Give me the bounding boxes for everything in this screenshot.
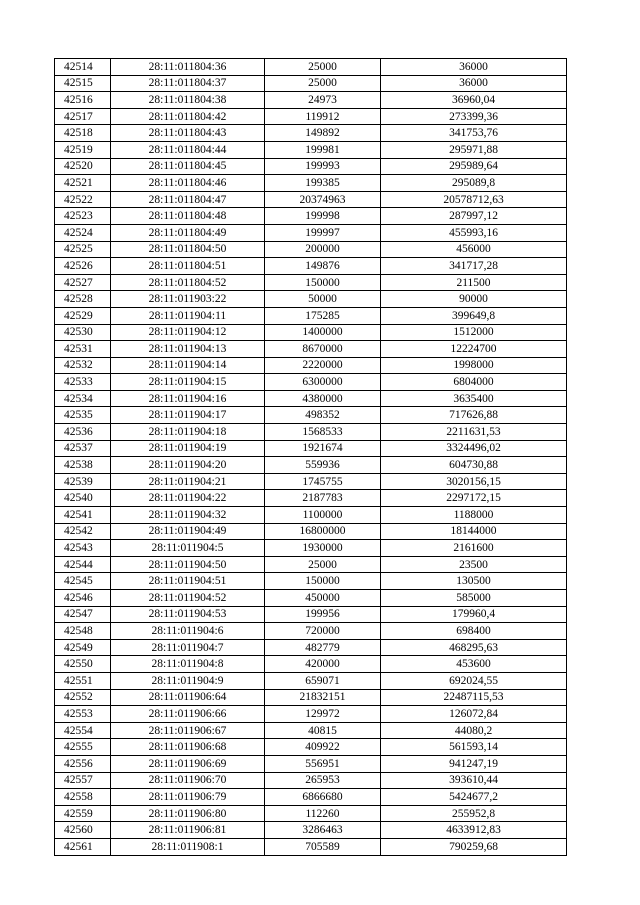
cadastral-number-cell: 28:11:011906:66 [111, 706, 265, 723]
area-cell: 6866680 [265, 789, 381, 806]
row-number-cell: 42549 [55, 639, 111, 656]
cadastral-number-cell: 28:11:011804:51 [111, 258, 265, 275]
area-cell: 199998 [265, 208, 381, 225]
cadastral-number-cell: 28:11:011904:12 [111, 324, 265, 341]
area-cell: 200000 [265, 241, 381, 258]
cadastral-number-cell: 28:11:011804:43 [111, 125, 265, 142]
table-row [55, 606, 567, 623]
row-number-cell: 42558 [55, 789, 111, 806]
area-cell: 409922 [265, 739, 381, 756]
area-cell: 149892 [265, 125, 381, 142]
cadastral-number-cell: 28:11:011904:11 [111, 307, 265, 324]
row-number-cell: 42542 [55, 523, 111, 540]
cadastral-value-cell: 393610,44 [381, 772, 567, 789]
cadastral-value-cell: 585000 [381, 590, 567, 607]
row-number-cell: 42529 [55, 307, 111, 324]
table-row [55, 473, 567, 490]
area-cell: 559936 [265, 457, 381, 474]
cadastral-number-cell: 28:11:011906:69 [111, 755, 265, 772]
table-row [55, 390, 567, 407]
cadastral-number-cell: 28:11:011906:80 [111, 805, 265, 822]
cadastral-number-cell: 28:11:011804:37 [111, 75, 265, 92]
cadastral-value-cell: 3635400 [381, 390, 567, 407]
table-row [55, 755, 567, 772]
area-cell: 1400000 [265, 324, 381, 341]
table-row [55, 125, 567, 142]
cadastral-value-cell: 44080,2 [381, 722, 567, 739]
cadastral-value-cell: 468295,63 [381, 639, 567, 656]
cadastral-number-cell: 28:11:011904:13 [111, 341, 265, 358]
cadastral-number-cell: 28:11:011903:22 [111, 291, 265, 308]
cadastral-number-cell: 28:11:011904:52 [111, 590, 265, 607]
area-cell: 129972 [265, 706, 381, 723]
table-row [55, 689, 567, 706]
table-row [55, 772, 567, 789]
cadastral-number-cell: 28:11:011904:20 [111, 457, 265, 474]
row-number-cell: 42535 [55, 407, 111, 424]
cadastral-value-cell: 255952,8 [381, 805, 567, 822]
cadastral-value-cell: 3020156,15 [381, 473, 567, 490]
table-row [55, 556, 567, 573]
cadastral-value-cell: 295971,88 [381, 141, 567, 158]
cadastral-number-cell: 28:11:011908:1 [111, 838, 265, 855]
row-number-cell: 42517 [55, 108, 111, 125]
row-number-cell: 42536 [55, 424, 111, 441]
document-page [54, 58, 566, 856]
area-cell: 119912 [265, 108, 381, 125]
row-number-cell: 42538 [55, 457, 111, 474]
cadastral-number-cell: 28:11:011906:79 [111, 789, 265, 806]
area-cell: 20374963 [265, 191, 381, 208]
cadastral-number-cell: 28:11:011804:38 [111, 92, 265, 109]
cadastral-number-cell: 28:11:011904:7 [111, 639, 265, 656]
cadastral-value-cell: 130500 [381, 573, 567, 590]
table-row [55, 158, 567, 175]
table-row [55, 357, 567, 374]
cadastral-value-cell: 455993,16 [381, 224, 567, 241]
cadastral-number-cell: 28:11:011804:48 [111, 208, 265, 225]
row-number-cell: 42516 [55, 92, 111, 109]
cadastral-value-cell: 36000 [381, 75, 567, 92]
area-cell: 199993 [265, 158, 381, 175]
row-number-cell: 42547 [55, 606, 111, 623]
cadastral-number-cell: 28:11:011904:32 [111, 507, 265, 524]
area-cell: 4380000 [265, 390, 381, 407]
row-number-cell: 42539 [55, 473, 111, 490]
table-row [55, 739, 567, 756]
table-row [55, 224, 567, 241]
cadastral-value-cell: 179960,4 [381, 606, 567, 623]
cadastral-value-cell: 211500 [381, 274, 567, 291]
row-number-cell: 42548 [55, 623, 111, 640]
area-cell: 450000 [265, 590, 381, 607]
row-number-cell: 42551 [55, 672, 111, 689]
table-row [55, 191, 567, 208]
cadastral-value-table [54, 58, 567, 856]
area-cell: 6300000 [265, 374, 381, 391]
row-number-cell: 42560 [55, 822, 111, 839]
cadastral-value-cell: 2211631,53 [381, 424, 567, 441]
table-row [55, 324, 567, 341]
cadastral-number-cell: 28:11:011904:53 [111, 606, 265, 623]
cadastral-number-cell: 28:11:011906:68 [111, 739, 265, 756]
cadastral-value-cell: 456000 [381, 241, 567, 258]
table-row [55, 341, 567, 358]
area-cell: 1100000 [265, 507, 381, 524]
cadastral-value-cell: 6804000 [381, 374, 567, 391]
cadastral-value-cell: 20578712,63 [381, 191, 567, 208]
table-row [55, 59, 567, 76]
cadastral-value-cell: 941247,19 [381, 755, 567, 772]
cadastral-value-cell: 12224700 [381, 341, 567, 358]
cadastral-value-cell: 1998000 [381, 357, 567, 374]
row-number-cell: 42523 [55, 208, 111, 225]
cadastral-number-cell: 28:11:011804:42 [111, 108, 265, 125]
table-row [55, 291, 567, 308]
cadastral-value-cell: 22487115,53 [381, 689, 567, 706]
table-row [55, 457, 567, 474]
cadastral-number-cell: 28:11:011804:50 [111, 241, 265, 258]
cadastral-value-cell: 126072,84 [381, 706, 567, 723]
area-cell: 199385 [265, 175, 381, 192]
row-number-cell: 42527 [55, 274, 111, 291]
row-number-cell: 42524 [55, 224, 111, 241]
row-number-cell: 42540 [55, 490, 111, 507]
row-number-cell: 42554 [55, 722, 111, 739]
row-number-cell: 42545 [55, 573, 111, 590]
row-number-cell: 42532 [55, 357, 111, 374]
cadastral-value-cell: 23500 [381, 556, 567, 573]
table-row [55, 108, 567, 125]
table-row [55, 805, 567, 822]
row-number-cell: 42528 [55, 291, 111, 308]
row-number-cell: 42530 [55, 324, 111, 341]
area-cell: 150000 [265, 274, 381, 291]
table-row [55, 141, 567, 158]
row-number-cell: 42531 [55, 341, 111, 358]
table-row [55, 490, 567, 507]
row-number-cell: 42552 [55, 689, 111, 706]
table-row [55, 706, 567, 723]
cadastral-value-cell: 2161600 [381, 540, 567, 557]
table-row [55, 307, 567, 324]
cadastral-number-cell: 28:11:011904:17 [111, 407, 265, 424]
row-number-cell: 42514 [55, 59, 111, 76]
area-cell: 25000 [265, 59, 381, 76]
area-cell: 1921674 [265, 440, 381, 457]
table-row [55, 92, 567, 109]
cadastral-number-cell: 28:11:011804:36 [111, 59, 265, 76]
area-cell: 659071 [265, 672, 381, 689]
cadastral-value-cell: 1512000 [381, 324, 567, 341]
area-cell: 2220000 [265, 357, 381, 374]
area-cell: 199956 [265, 606, 381, 623]
area-cell: 265953 [265, 772, 381, 789]
cadastral-value-cell: 5424677,2 [381, 789, 567, 806]
cadastral-number-cell: 28:11:011904:49 [111, 523, 265, 540]
table-row [55, 507, 567, 524]
area-cell: 1930000 [265, 540, 381, 557]
area-cell: 199997 [265, 224, 381, 241]
table-row [55, 407, 567, 424]
cadastral-value-cell: 717626,88 [381, 407, 567, 424]
row-number-cell: 42550 [55, 656, 111, 673]
table-row [55, 722, 567, 739]
table-row [55, 822, 567, 839]
area-cell: 482779 [265, 639, 381, 656]
area-cell: 556951 [265, 755, 381, 772]
cadastral-value-cell: 273399,36 [381, 108, 567, 125]
cadastral-value-cell: 341717,28 [381, 258, 567, 275]
row-number-cell: 42515 [55, 75, 111, 92]
table-row [55, 789, 567, 806]
table-row [55, 424, 567, 441]
area-cell: 112260 [265, 805, 381, 822]
area-cell: 50000 [265, 291, 381, 308]
table-body [55, 59, 567, 856]
row-number-cell: 42544 [55, 556, 111, 573]
area-cell: 705589 [265, 838, 381, 855]
area-cell: 8670000 [265, 341, 381, 358]
cadastral-number-cell: 28:11:011804:46 [111, 175, 265, 192]
cadastral-number-cell: 28:11:011804:44 [111, 141, 265, 158]
row-number-cell: 42522 [55, 191, 111, 208]
row-number-cell: 42553 [55, 706, 111, 723]
row-number-cell: 42559 [55, 805, 111, 822]
cadastral-number-cell: 28:11:011904:15 [111, 374, 265, 391]
cadastral-value-cell: 4633912,83 [381, 822, 567, 839]
cadastral-value-cell: 18144000 [381, 523, 567, 540]
area-cell: 25000 [265, 75, 381, 92]
table-row [55, 540, 567, 557]
row-number-cell: 42557 [55, 772, 111, 789]
cadastral-number-cell: 28:11:011804:47 [111, 191, 265, 208]
area-cell: 720000 [265, 623, 381, 640]
table-row [55, 523, 567, 540]
row-number-cell: 42546 [55, 590, 111, 607]
row-number-cell: 42521 [55, 175, 111, 192]
cadastral-number-cell: 28:11:011904:16 [111, 390, 265, 407]
table-row [55, 258, 567, 275]
cadastral-value-cell: 36960,04 [381, 92, 567, 109]
area-cell: 1745755 [265, 473, 381, 490]
row-number-cell: 42537 [55, 440, 111, 457]
cadastral-number-cell: 28:11:011904:21 [111, 473, 265, 490]
table-row [55, 75, 567, 92]
area-cell: 150000 [265, 573, 381, 590]
table-row [55, 838, 567, 855]
cadastral-number-cell: 28:11:011904:6 [111, 623, 265, 640]
table-row [55, 208, 567, 225]
area-cell: 40815 [265, 722, 381, 739]
area-cell: 24973 [265, 92, 381, 109]
area-cell: 2187783 [265, 490, 381, 507]
area-cell: 3286463 [265, 822, 381, 839]
row-number-cell: 42519 [55, 141, 111, 158]
cadastral-value-cell: 3324496,02 [381, 440, 567, 457]
table-row [55, 274, 567, 291]
cadastral-number-cell: 28:11:011906:81 [111, 822, 265, 839]
table-row [55, 175, 567, 192]
cadastral-number-cell: 28:11:011904:5 [111, 540, 265, 557]
cadastral-value-cell: 561593,14 [381, 739, 567, 756]
table-row [55, 656, 567, 673]
table-row [55, 623, 567, 640]
cadastral-number-cell: 28:11:011904:19 [111, 440, 265, 457]
table-row [55, 590, 567, 607]
row-number-cell: 42533 [55, 374, 111, 391]
cadastral-number-cell: 28:11:011804:49 [111, 224, 265, 241]
cadastral-value-cell: 790259,68 [381, 838, 567, 855]
row-number-cell: 42534 [55, 390, 111, 407]
area-cell: 25000 [265, 556, 381, 573]
cadastral-value-cell: 399649,8 [381, 307, 567, 324]
cadastral-value-cell: 295989,64 [381, 158, 567, 175]
cadastral-value-cell: 604730,88 [381, 457, 567, 474]
row-number-cell: 42555 [55, 739, 111, 756]
row-number-cell: 42518 [55, 125, 111, 142]
table-row [55, 672, 567, 689]
cadastral-number-cell: 28:11:011906:64 [111, 689, 265, 706]
cadastral-value-cell: 453600 [381, 656, 567, 673]
cadastral-number-cell: 28:11:011804:45 [111, 158, 265, 175]
row-number-cell: 42526 [55, 258, 111, 275]
cadastral-number-cell: 28:11:011904:50 [111, 556, 265, 573]
row-number-cell: 42520 [55, 158, 111, 175]
cadastral-value-cell: 698400 [381, 623, 567, 640]
cadastral-number-cell: 28:11:011904:22 [111, 490, 265, 507]
cadastral-number-cell: 28:11:011904:51 [111, 573, 265, 590]
cadastral-value-cell: 287997,12 [381, 208, 567, 225]
cadastral-value-cell: 1188000 [381, 507, 567, 524]
cadastral-value-cell: 341753,76 [381, 125, 567, 142]
area-cell: 16800000 [265, 523, 381, 540]
row-number-cell: 42556 [55, 755, 111, 772]
cadastral-value-cell: 36000 [381, 59, 567, 76]
area-cell: 149876 [265, 258, 381, 275]
row-number-cell: 42525 [55, 241, 111, 258]
cadastral-number-cell: 28:11:011906:70 [111, 772, 265, 789]
table-row [55, 639, 567, 656]
table-row [55, 241, 567, 258]
cadastral-number-cell: 28:11:011904:18 [111, 424, 265, 441]
cadastral-value-cell: 2297172,15 [381, 490, 567, 507]
cadastral-number-cell: 28:11:011906:67 [111, 722, 265, 739]
table-row [55, 440, 567, 457]
cadastral-value-cell: 295089,8 [381, 175, 567, 192]
row-number-cell: 42541 [55, 507, 111, 524]
table-row [55, 573, 567, 590]
cadastral-value-cell: 692024,55 [381, 672, 567, 689]
area-cell: 1568533 [265, 424, 381, 441]
area-cell: 199981 [265, 141, 381, 158]
area-cell: 21832151 [265, 689, 381, 706]
table-row [55, 374, 567, 391]
cadastral-value-cell: 90000 [381, 291, 567, 308]
cadastral-number-cell: 28:11:011904:14 [111, 357, 265, 374]
cadastral-number-cell: 28:11:011804:52 [111, 274, 265, 291]
cadastral-number-cell: 28:11:011904:8 [111, 656, 265, 673]
area-cell: 420000 [265, 656, 381, 673]
row-number-cell: 42543 [55, 540, 111, 557]
cadastral-number-cell: 28:11:011904:9 [111, 672, 265, 689]
area-cell: 498352 [265, 407, 381, 424]
area-cell: 175285 [265, 307, 381, 324]
row-number-cell: 42561 [55, 838, 111, 855]
